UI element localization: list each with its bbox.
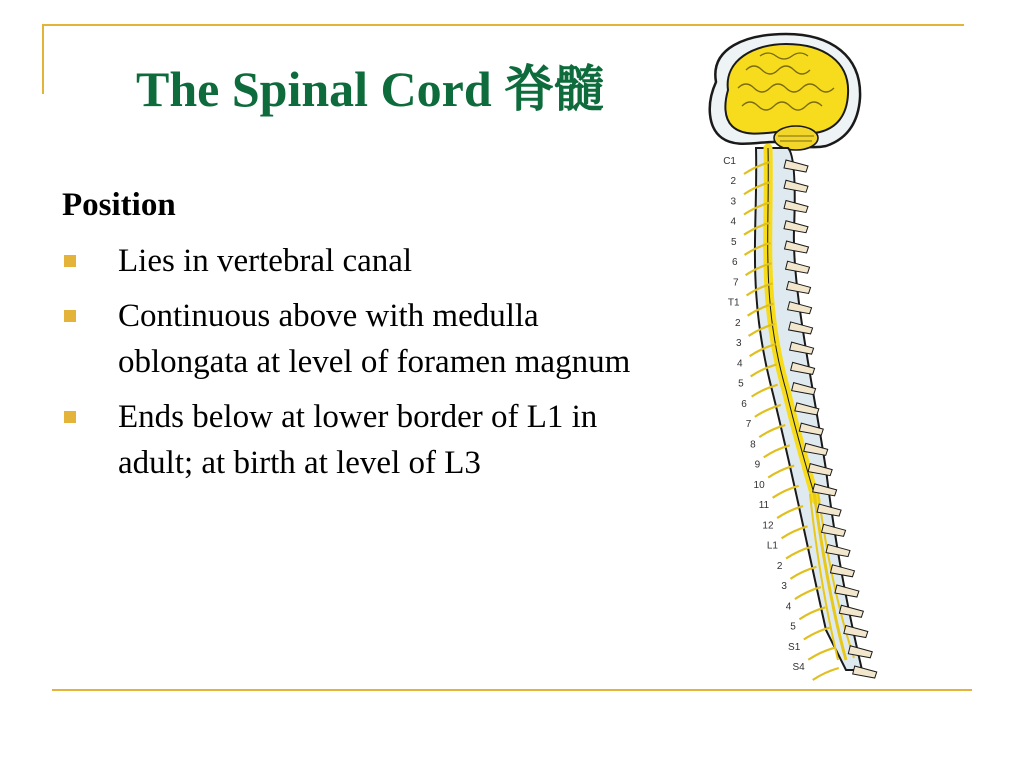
level-label: 4 — [730, 216, 736, 228]
vertebra-shape — [853, 666, 877, 678]
level-label: 12 — [762, 520, 774, 532]
frame-left-rule — [42, 24, 44, 94]
bullet-item — [62, 293, 642, 385]
level-label: 8 — [750, 439, 756, 451]
slide-title: The Spinal Cord 脊髓 — [136, 61, 605, 117]
level-label: 9 — [754, 459, 761, 471]
bullet-text: Continuous above with medulla oblongata at level of foramen magnum — [118, 298, 631, 380]
frame-top-rule — [42, 24, 964, 26]
spinal-cord-figure — [676, 30, 890, 690]
level-label: 2 — [776, 560, 783, 572]
bullet-list — [62, 238, 642, 486]
square-bullet-icon — [64, 255, 76, 267]
level-label: 7 — [733, 277, 739, 289]
level-label: S4 — [792, 662, 805, 673]
level-label: S1 — [788, 641, 801, 653]
nerve-root — [804, 628, 830, 640]
level-label: 3 — [730, 196, 736, 208]
level-label: 5 — [730, 236, 737, 248]
level-label: 5 — [738, 378, 744, 390]
level-label: 5 — [790, 621, 796, 633]
nerve-root — [813, 668, 839, 680]
spinal-cord-diagram-icon — [676, 30, 890, 690]
level-label: 6 — [741, 398, 747, 410]
level-label: 3 — [736, 338, 742, 350]
level-label: L1 — [766, 540, 779, 552]
level-label: 4 — [785, 601, 792, 613]
square-bullet-icon — [64, 310, 76, 322]
level-label: 2 — [730, 176, 736, 188]
bullet-item — [62, 394, 642, 486]
bullet-item — [62, 238, 642, 284]
level-label: T1 — [727, 297, 740, 309]
level-label: 3 — [781, 581, 787, 593]
level-label: 4 — [737, 358, 743, 370]
level-label: C1 — [723, 156, 736, 167]
level-label: 6 — [731, 257, 738, 269]
slide-content — [62, 184, 642, 495]
bullet-text: Ends below at lower border of L1 in adult; at birth at level of L3 — [118, 399, 598, 481]
level-label: 7 — [745, 419, 752, 431]
bullet-text: Lies in vertebral canal — [118, 243, 413, 279]
square-bullet-icon — [64, 411, 76, 423]
section-heading: Position — [62, 187, 176, 223]
level-label: 2 — [735, 317, 741, 329]
level-label: 11 — [758, 500, 770, 512]
level-label: 10 — [753, 479, 765, 491]
nerve-root — [808, 648, 834, 660]
